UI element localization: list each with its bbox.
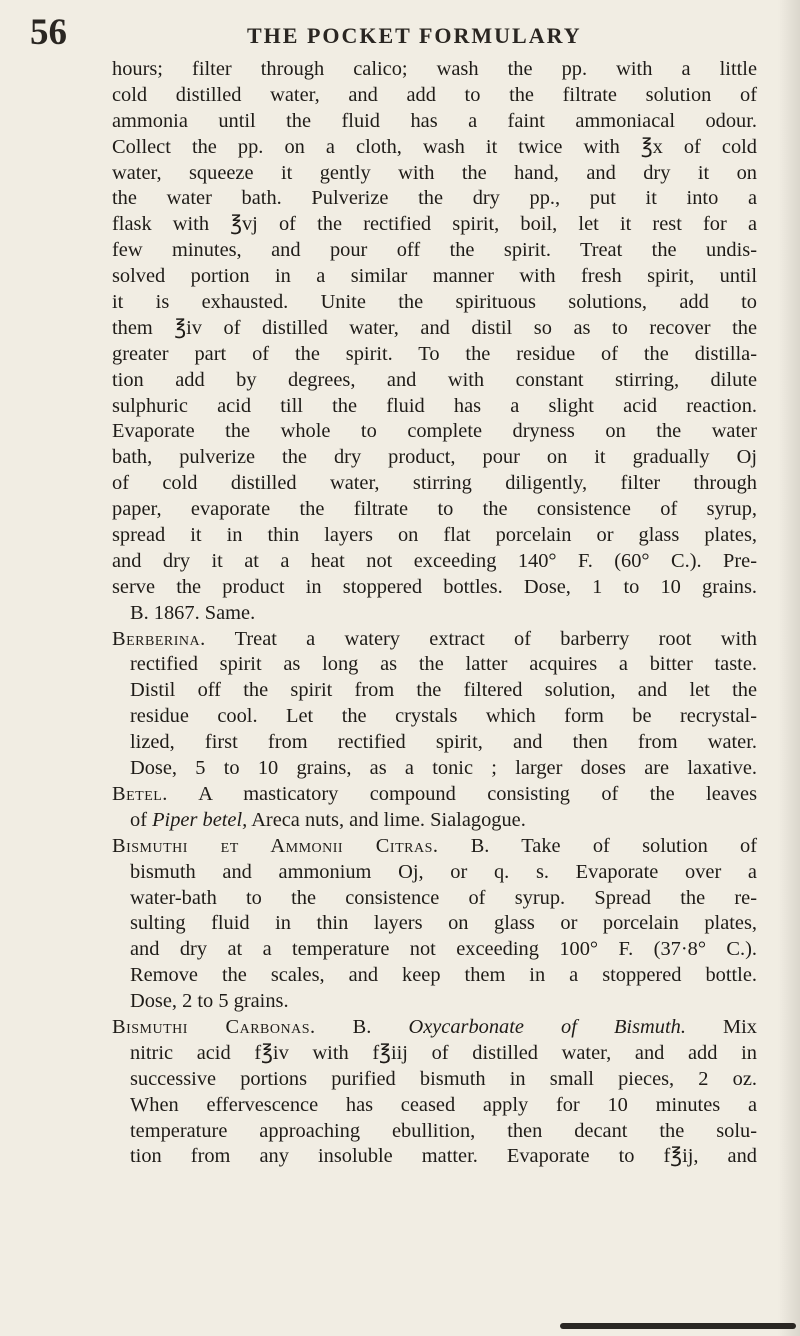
text-line (112, 264, 757, 290)
running-title: THE POCKET FORMULARY (247, 23, 582, 48)
text-fragment: of (130, 808, 153, 831)
text-line (112, 575, 757, 601)
text-fragment: Areca nuts, and lime. Sialagogue. (247, 808, 526, 831)
text-fragment: water-bath to the consistence of syrup. Spread the re- (130, 886, 757, 909)
text-line (112, 186, 757, 212)
text-fragment: spread it in thin layers on flat porcelain or glass plates, (112, 524, 757, 547)
text-fragment: sulphuric acid till the fluid has a slight acid reaction. (112, 394, 757, 417)
text-line (112, 342, 757, 368)
text-line (112, 704, 757, 730)
text-fragment: lized, first from rectified spirit, and then from water. (130, 731, 757, 754)
page-bottom-rule (560, 1323, 796, 1329)
text-line (112, 678, 757, 704)
text-line (112, 834, 757, 860)
text-line (112, 1119, 757, 1145)
text-fragment: A masticatory compound consisting of the leaves (167, 782, 757, 805)
text-fragment: it is exhausted. Unite the spirituous solutions, add to (112, 291, 757, 314)
entry-heading: Betel. (112, 782, 168, 805)
entry-heading: Bismuthi Carbonas. (112, 1015, 316, 1038)
text-fragment: Distil off the spirit from the filtered solution, and let the (130, 679, 757, 702)
text-fragment: Evaporate the whole to complete dryness on the water (112, 420, 757, 443)
text-fragment: tion add by degrees, and with constant stirring, dilute (112, 368, 757, 391)
text-fragment: serve the product in stoppered bottles. Dose, 1 to 10 grains. (112, 575, 757, 598)
body-text (112, 57, 757, 1170)
text-line (112, 756, 757, 782)
text-fragment: Treat a watery extract of barberry root with (205, 627, 757, 650)
italic-term: Oxycarbonate of Bismuth. (408, 1015, 686, 1038)
text-line (112, 963, 757, 989)
text-line (112, 57, 757, 83)
text-fragment: hours; filter through calico; wash the pp. with a little (112, 58, 757, 80)
text-fragment: and dry at a temperature not exceeding 100° F. (37·8° C.). (130, 938, 757, 961)
text-line (112, 445, 757, 471)
text-fragment: few minutes, and pour off the spirit. Treat the undis- (112, 239, 757, 262)
text-fragment: Collect the pp. on a cloth, wash it twice with ℥x of cold (112, 135, 757, 158)
text-fragment: the water bath. Pulverize the dry pp., put it into a (112, 187, 757, 210)
text-line (112, 860, 757, 886)
text-fragment: rectified spirit as long as the latter acquires a bitter taste. (130, 653, 757, 676)
text-line (112, 782, 757, 808)
text-fragment: Remove the scales, and keep them in a stoppered bottle. (130, 964, 757, 987)
text-line (112, 808, 757, 834)
text-line (112, 627, 757, 653)
text-line (112, 523, 757, 549)
text-line (112, 394, 757, 420)
text-fragment: of cold distilled water, stirring diligently, filter through (112, 472, 757, 495)
text-line (112, 549, 757, 575)
text-fragment: greater part of the spirit. To the residue of the distilla- (112, 342, 757, 365)
text-line (112, 989, 757, 1015)
text-line (112, 1093, 757, 1119)
text-line (112, 497, 757, 523)
page-number: 56 (30, 12, 67, 53)
text-fragment: successive portions purified bismuth in small pieces, 2 oz. (130, 1067, 757, 1090)
text-line (112, 238, 757, 264)
text-line (112, 652, 757, 678)
text-fragment: bath, pulverize the dry product, pour on it gradually Oj (112, 446, 757, 469)
text-line (112, 911, 757, 937)
text-line (112, 316, 757, 342)
text-line (112, 419, 757, 445)
text-fragment: ammonia until the fluid has a faint ammoniacal odour. (112, 109, 757, 132)
text-line (112, 212, 757, 238)
text-fragment: cold distilled water, and add to the filtrate solution of (112, 83, 757, 106)
text-line (112, 161, 757, 187)
text-line (112, 601, 757, 627)
entry-heading: Bismuthi et Ammonii Citras. (112, 834, 439, 857)
text-fragment: sulting fluid in thin layers on glass or porcelain plates, (130, 912, 757, 935)
text-fragment: and dry it at a heat not exceeding 140° F. (60° C.). Pre- (112, 549, 757, 572)
text-line (112, 135, 757, 161)
text-fragment: paper, evaporate the filtrate to the consistence of syrup, (112, 498, 757, 521)
text-line (112, 83, 757, 109)
text-line (112, 1144, 757, 1170)
page-header (0, 13, 800, 53)
text-line (112, 937, 757, 963)
text-fragment: nitric acid f℥iv with f℥iij of distilled water, and add in (130, 1041, 757, 1064)
text-line (112, 471, 757, 497)
text-fragment: B. 1867. Same. (130, 601, 256, 624)
text-fragment: Dose, 5 to 10 grains, as a tonic ; larger doses are laxative. (130, 757, 757, 780)
entry-heading: Berberina. (112, 627, 206, 650)
text-fragment: flask with ℥vj of the rectified spirit, boil, let it rest for a (112, 213, 757, 236)
text-line (112, 886, 757, 912)
text-line (112, 368, 757, 394)
text-line (112, 290, 757, 316)
text-fragment: When effervescence has ceased apply for 10 minutes a (130, 1093, 757, 1116)
text-line (112, 1067, 757, 1093)
text-line (112, 730, 757, 756)
text-fragment: solved portion in a similar manner with fresh spirit, until (112, 265, 757, 288)
text-fragment: water, squeeze it gently with the hand, and dry it on (112, 161, 757, 184)
page-edge-shadow (778, 0, 800, 1336)
text-fragment: Mix (685, 1015, 757, 1038)
text-fragment: tion from any insoluble matter. Evaporate to f℥ij, and (130, 1145, 757, 1168)
text-fragment: them ℥iv of distilled water, and distil so as to recover the (112, 316, 757, 339)
text-fragment: temperature approaching ebullition, then decant the solu- (130, 1119, 757, 1142)
text-fragment: Dose, 2 to 5 grains. (130, 990, 289, 1013)
italic-term: Piper betel, (152, 808, 248, 831)
text-line (112, 1015, 757, 1041)
text-line (112, 1041, 757, 1067)
text-line (112, 109, 757, 135)
text-fragment: bismuth and ammonium Oj, or q. s. Evaporate over a (130, 860, 757, 883)
text-fragment: residue cool. Let the crystals which form be recrystal- (130, 705, 757, 728)
text-fragment: B. Take of solution of (438, 834, 758, 857)
text-fragment: B. (315, 1015, 409, 1038)
